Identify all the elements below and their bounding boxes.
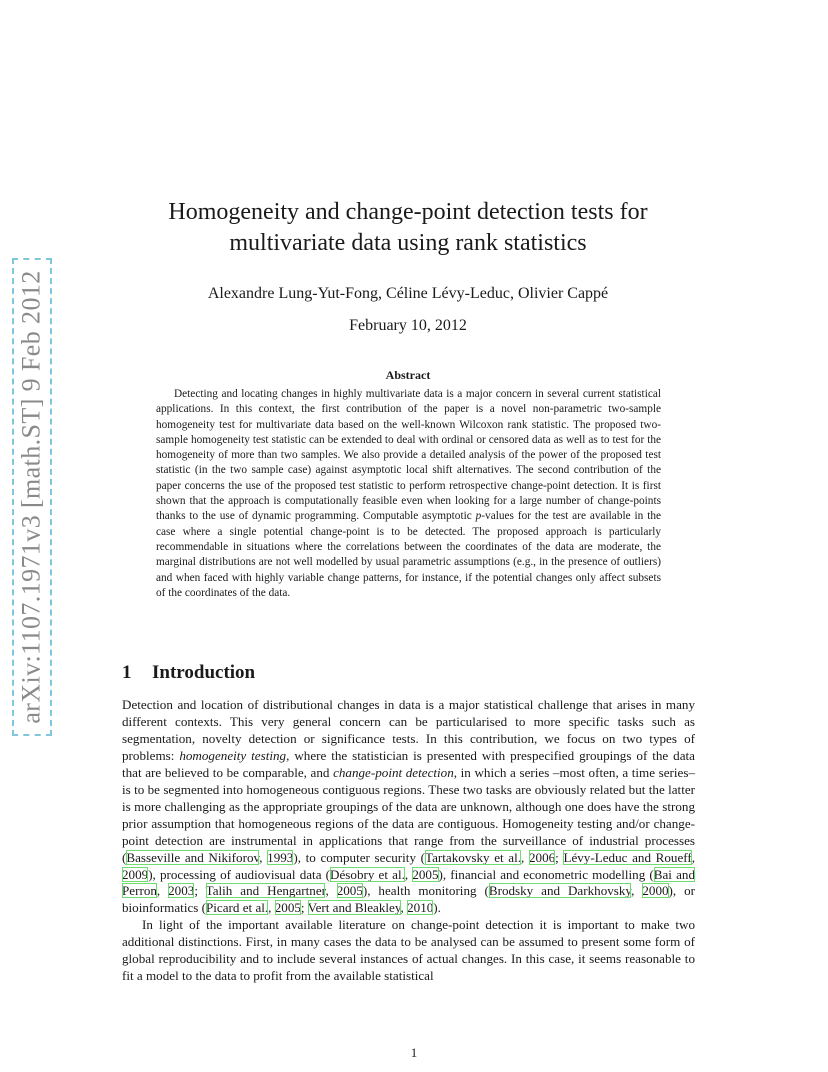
text-run: Detection and location of distributional changes in data is a major statistical challenge that arises in many different contexts. This very general concern can be particularised to more specific tasks such as segmentation, novelty detection or significance tests. In this contribution, we focus on two types of problems: [122, 697, 695, 763]
citation-year-link[interactable]: 2003 [168, 883, 195, 899]
citation-year-link[interactable]: 1993 [267, 849, 294, 865]
citation-link[interactable]: Picard et al. [206, 900, 269, 916]
citation-link[interactable]: Tartakovsky et al. [425, 849, 522, 865]
abstract-text [156, 387, 661, 601]
text-run: , in which a series –most often, a time series– is to be segmented into homogeneous contiguous regions. These two tasks are obviously related but the latter is more challenging as the appropriate groupings of the data are unknown, although one does have the strong prior assumption that homogeneous regions of the data are contiguous. Homogeneity testing and/or change-point detection are instrumental in applications that range from the surveillance of industrial processes ( [122, 764, 695, 865]
text-run: ). [433, 900, 441, 916]
citation-link[interactable]: Vert and Bleakley [307, 900, 401, 916]
paragraph-2: In light of the important available literature on change-point detection it is important to make two additional distinctions. First, in many cases the data to be analysed can be assumed to present some form of global reproducibility and to include several instances of actual changes. In this case, it seems reasonable to fit a model to the data to profit from the available statistical [122, 917, 695, 984]
citation-link[interactable]: Talih and Hengartner [205, 883, 326, 899]
page-number: 1 [410, 1045, 418, 1060]
authors: Alexandre Lung-Yut-Fong, Céline Lévy-Leduc, Olivier Cappé [207, 285, 609, 302]
citation-link[interactable]: Brodsky and Darkhovsky [488, 883, 632, 899]
text-run: ), or bioinformatics ( [122, 883, 695, 916]
arxiv-id-text: arXiv:1107.1971v3 [math.ST] 9 Feb 2012 [17, 270, 46, 724]
text-run: ), financial and econometric modelling ( [438, 866, 654, 882]
title-line-1: Homogeneity and change-point detection tests for [168, 199, 648, 225]
citation-year-link[interactable]: 2010 [407, 900, 434, 916]
citation-year-link[interactable]: 2005 [274, 900, 301, 916]
citation-link[interactable]: Désobry et al. [330, 866, 405, 882]
title-line-2: multivariate data using rank statistics [229, 230, 587, 256]
citation-link[interactable]: Lévy-Leduc and Roueff [563, 849, 692, 865]
citation-year-link[interactable]: 2005 [412, 866, 439, 882]
abstract-part-1: Detecting and locating changes in highly multivariate data is a major concern in several current statistical applications. In this context, the first contribution of the paper is a novel non-parametric two-sample homogeneity test for multivariate data based on the well-known Wilcoxon rank statistic. The proposed two-sample homogeneity test statistic can be extended to deal with ordinal or censored data as well as to test for the homogeneity of more than two samples. We also provide a detailed analysis of the power of the proposed test statistic (in the two sample case) against asymptotic local shift alternatives. The second contribution of the paper concerns the use of the proposed test statistic to perform retrospective change-point detection. It is first shown that the approach is computationally feasible even when looking for a large number of change-points thanks to the use of dynamic programming. Computable asymptotic [156, 388, 661, 523]
text-run: ), to computer security ( [293, 849, 426, 865]
emphasis-change-point-detection: change-point detection [333, 764, 454, 780]
abstract-heading: Abstract [385, 368, 431, 382]
citation-link[interactable]: Bai and Perron [122, 866, 696, 899]
abstract-part-2: -values for the test are available in the case where a single potential change-point is to be detected. The proposed approach is particularly recommendable in situations where the correlations between the coordinates of the data are moderate, the marginal distributions are not well modelled by usual parametric assumptions (e.g., in the presence of outliers) and when faced with highly variable change patterns, for instance, if the potential changes only affect subsets of the coordinates of the data. [156, 510, 662, 599]
text-run: ), processing of audiovisual data ( [148, 866, 331, 882]
citation-link[interactable]: Basseville and Nikiforov [126, 849, 260, 865]
section-number: 1 [122, 662, 132, 683]
text-run: ), health monitoring ( [362, 883, 489, 899]
publication-date: February 10, 2012 [349, 317, 467, 334]
emphasis-homogeneity-testing: homogeneity testing [179, 747, 287, 763]
paper-title [100, 197, 716, 259]
section-title: Introduction [152, 662, 256, 683]
arxiv-identifier-stamp [12, 258, 52, 736]
citation-year-link[interactable]: 2005 [336, 883, 363, 899]
citation-year-link[interactable]: 2006 [528, 849, 556, 865]
paragraph-1: Detection and location of distributional changes in data is a major statistical challenge that arises in many different contexts. This very general concern can be particularised to more specific tasks such as segmentation, novelty detection or significance tests. In this contribution, we focus on two types of problems: homogeneity testing, where the statistician is presented with prespecified groupings of the data that are believed to be comparable, and change-point detection, in which a series –most often, a time series– is to be segmented into homogeneous contiguous regions. These two tasks are obviously related but the latter is more challenging as the appropriate groupings of the data are unknown, although one does have the strong prior assumption that homogeneous regions of the data are contiguous. Homogeneity testing and/or change-point detection are instrumental in applications that range from the surveillance of industrial processes (Basseville and Nikiforov, 1993), to computer security (Tartakovsky et al., 2006; Lévy-Leduc and Roueff, 2009), processing of audiovisual data (Désobry et al., 2005), financial and econometric modelling (Bai and Perron, 2003; Talih and Hengartner, 2005), health monitoring (Brodsky and Darkhovsky, 2000), or bioinformatics (Picard et al., 2005; Vert and Bleakley, 2010). [122, 697, 696, 916]
text-run: , where the statistician is presented with prespecified groupings of the data that are believed to be comparable, and [122, 747, 695, 780]
citation-year-link[interactable]: 2000 [642, 883, 669, 899]
citation-year-link[interactable]: 2009 [122, 866, 149, 882]
section-heading-introduction [122, 662, 255, 684]
abstract-p-symbol: p [475, 510, 482, 523]
introduction-body [122, 697, 695, 985]
